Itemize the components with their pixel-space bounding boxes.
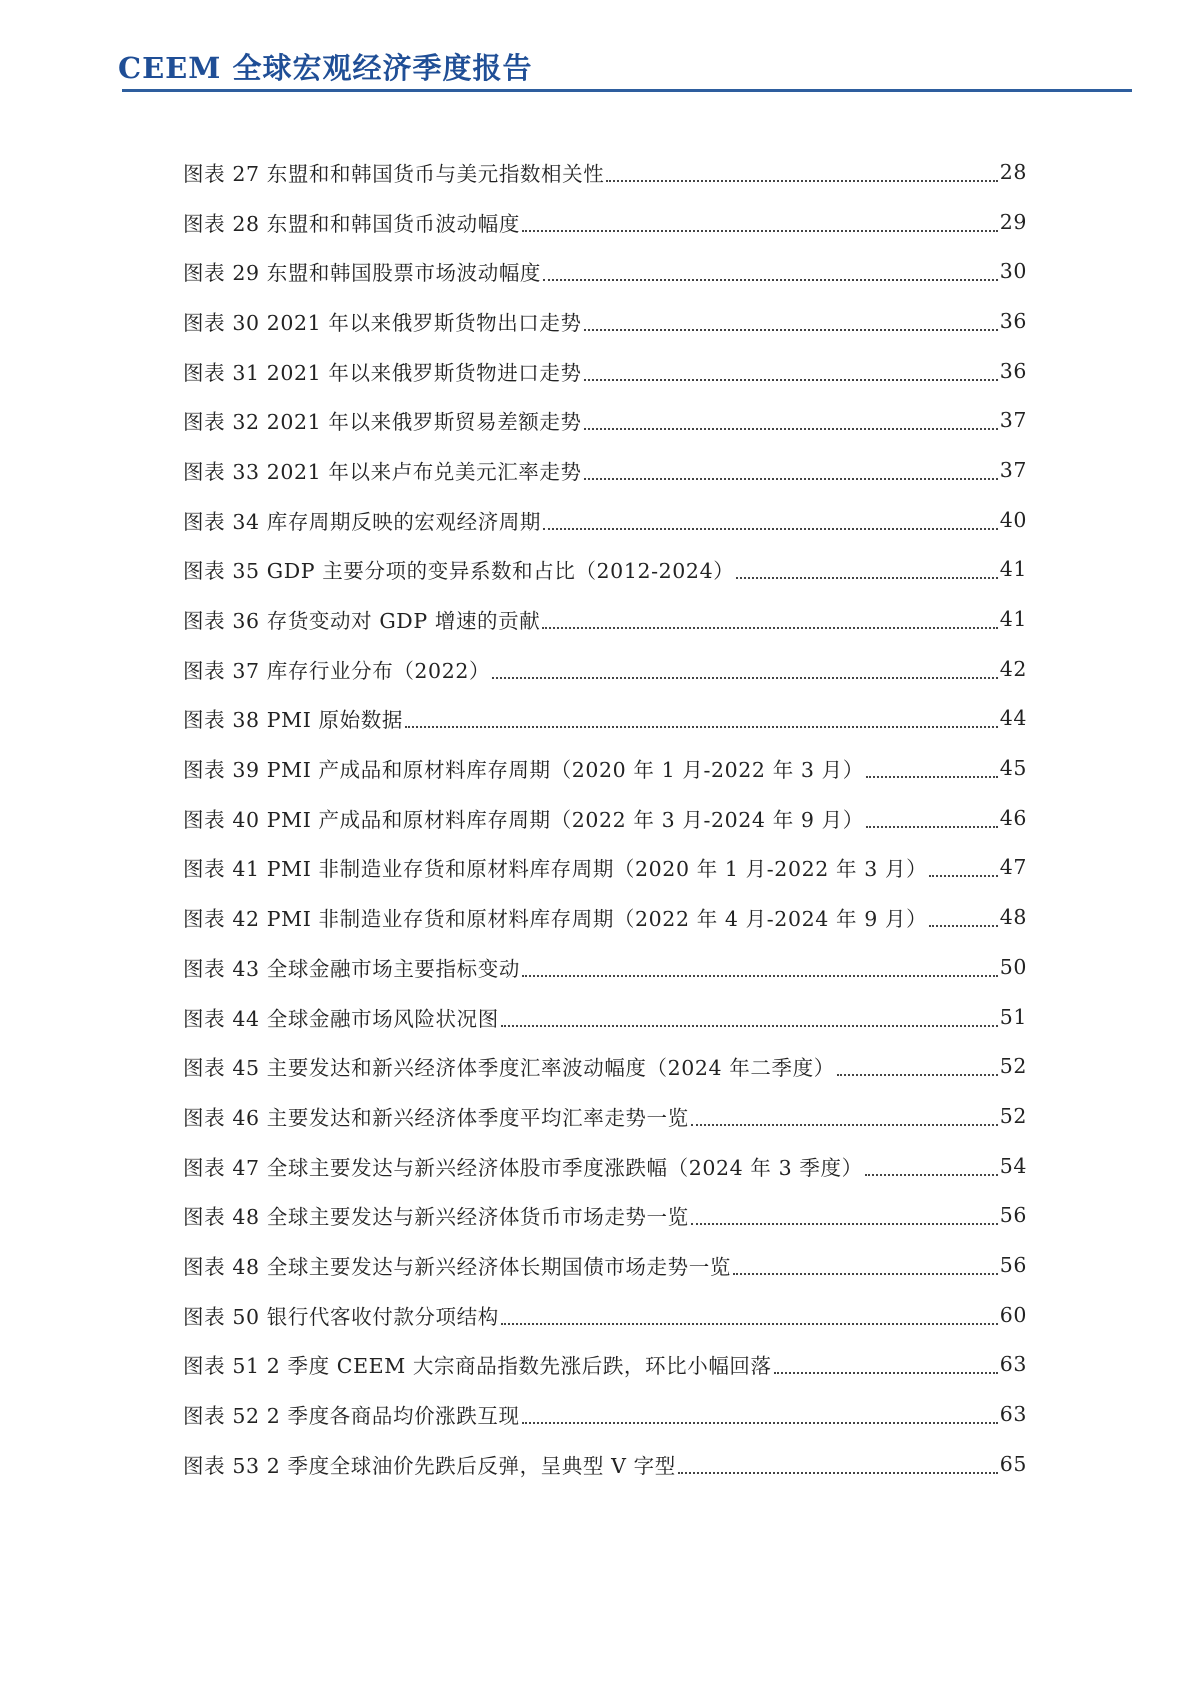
toc-entry[interactable] xyxy=(183,296,1027,346)
toc-entry[interactable] xyxy=(183,843,1027,893)
toc-dot-leader xyxy=(542,627,997,629)
toc-entry-label: 图表 53 2 季度全球油价先跌后反弹，呈典型 V 字型 xyxy=(183,1453,676,1478)
toc-entry-page: 37 xyxy=(999,408,1027,433)
toc-entry-label: 图表 48 全球主要发达与新兴经济体货币市场走势一览 xyxy=(183,1205,689,1230)
toc-entry[interactable] xyxy=(183,1041,1027,1091)
toc-entry[interactable] xyxy=(183,1190,1027,1240)
toc-dot-leader xyxy=(492,677,998,679)
toc-dot-leader xyxy=(774,1372,998,1374)
toc-entry-label: 图表 31 2021 年以来俄罗斯货物进口走势 xyxy=(183,360,582,385)
toc-entry-page: 52 xyxy=(999,1103,1027,1128)
toc-dot-leader xyxy=(543,528,998,530)
toc-entry[interactable] xyxy=(183,147,1027,197)
toc-entry-page: 51 xyxy=(999,1004,1027,1029)
toc-entry[interactable] xyxy=(183,942,1027,992)
toc-entry-label: 图表 44 全球金融市场风险状况图 xyxy=(183,1006,499,1031)
toc-entry[interactable] xyxy=(183,346,1027,396)
toc-dot-leader xyxy=(691,1223,998,1225)
toc-entry-label: 图表 38 PMI 原始数据 xyxy=(183,708,403,733)
toc-entry-label: 图表 40 PMI 产成品和原材料库存周期（2022 年 3 月-2024 年 9 月） xyxy=(183,807,864,832)
toc-dot-leader xyxy=(543,279,998,281)
toc-entry[interactable] xyxy=(183,246,1027,296)
toc-entry-page: 46 xyxy=(999,805,1027,830)
toc-entry-page: 36 xyxy=(999,308,1027,333)
toc-entry-page: 42 xyxy=(999,656,1027,681)
toc-entry-label: 图表 43 全球金融市场主要指标变动 xyxy=(183,956,520,981)
toc-entry-page: 54 xyxy=(999,1153,1027,1178)
toc-dot-leader xyxy=(865,1174,998,1176)
toc-dot-leader xyxy=(522,975,998,977)
toc-entry-label: 图表 51 2 季度 CEEM 大宗商品指数先涨后跌，环比小幅回落 xyxy=(183,1354,772,1379)
toc-entry-label: 图表 50 银行代客收付款分项结构 xyxy=(183,1304,499,1329)
toc-entry-label: 图表 28 东盟和和韩国货币波动幅度 xyxy=(183,211,520,236)
toc-entry-label: 图表 37 库存行业分布（2022） xyxy=(183,658,491,683)
toc-entry[interactable] xyxy=(183,743,1027,793)
toc-entry[interactable] xyxy=(183,1141,1027,1191)
toc-entry-page: 52 xyxy=(999,1054,1027,1079)
toc-entry[interactable] xyxy=(183,892,1027,942)
toc-dot-leader xyxy=(501,1323,998,1325)
toc-entry-page: 50 xyxy=(999,954,1027,979)
toc-entry-label: 图表 30 2021 年以来俄罗斯货物出口走势 xyxy=(183,310,582,335)
toc-entry[interactable] xyxy=(183,1439,1027,1489)
toc-dot-leader xyxy=(866,776,998,778)
toc-entry-label: 图表 33 2021 年以来卢布兑美元汇率走势 xyxy=(183,459,582,484)
toc-dot-leader xyxy=(584,379,998,381)
toc-dot-leader xyxy=(522,1422,998,1424)
figure-index-list xyxy=(183,147,1027,1489)
header-divider xyxy=(122,89,1132,92)
toc-dot-leader xyxy=(691,1124,998,1126)
toc-entry[interactable] xyxy=(183,992,1027,1042)
toc-entry-label: 图表 29 东盟和韩国股票市场波动幅度 xyxy=(183,261,542,286)
toc-dot-leader xyxy=(584,428,998,430)
toc-dot-leader xyxy=(929,925,998,927)
toc-dot-leader xyxy=(606,180,997,182)
toc-entry-label: 图表 46 主要发达和新兴经济体季度平均汇率走势一览 xyxy=(183,1105,689,1130)
toc-entry-page: 45 xyxy=(999,756,1027,781)
toc-entry-page: 65 xyxy=(999,1451,1027,1476)
toc-entry-label: 图表 48 全球主要发达与新兴经济体长期国债市场走势一览 xyxy=(183,1254,731,1279)
toc-dot-leader xyxy=(405,726,998,728)
toc-dot-leader xyxy=(584,478,998,480)
toc-entry-label: 图表 45 主要发达和新兴经济体季度汇率波动幅度（2024 年二季度） xyxy=(183,1056,835,1081)
toc-entry[interactable] xyxy=(183,793,1027,843)
toc-entry-page: 30 xyxy=(999,259,1027,284)
toc-entry[interactable] xyxy=(183,395,1027,445)
toc-entry-page: 40 xyxy=(999,507,1027,532)
toc-entry-page: 44 xyxy=(999,706,1027,731)
toc-dot-leader xyxy=(678,1472,998,1474)
toc-dot-leader xyxy=(733,1273,998,1275)
report-title: CEEM 全球宏观经济季度报告 xyxy=(118,51,533,85)
toc-entry-page: 56 xyxy=(999,1203,1027,1228)
toc-entry-label: 图表 35 GDP 主要分项的变异系数和占比（2012-2024） xyxy=(183,559,735,584)
toc-entry[interactable] xyxy=(183,1340,1027,1390)
toc-entry-label: 图表 47 全球主要发达与新兴经济体股市季度涨跌幅（2024 年 3 季度） xyxy=(183,1155,863,1180)
toc-dot-leader xyxy=(837,1074,998,1076)
toc-entry-page: 47 xyxy=(999,855,1027,880)
toc-dot-leader xyxy=(736,577,997,579)
toc-entry-label: 图表 42 PMI 非制造业存货和原材料库存周期（2022 年 4 月-2024 年 9 月） xyxy=(183,907,928,932)
toc-entry[interactable] xyxy=(183,197,1027,247)
toc-entry-label: 图表 41 PMI 非制造业存货和原材料库存周期（2020 年 1 月-2022 年 3 月） xyxy=(183,857,928,882)
toc-entry-label: 图表 34 库存周期反映的宏观经济周期 xyxy=(183,509,542,534)
toc-entry-label: 图表 27 东盟和和韩国货币与美元指数相关性 xyxy=(183,161,605,186)
toc-entry-page: 48 xyxy=(999,905,1027,930)
toc-entry[interactable] xyxy=(183,1091,1027,1141)
toc-entry-page: 28 xyxy=(999,159,1027,184)
toc-entry-page: 41 xyxy=(999,557,1027,582)
toc-entry[interactable] xyxy=(183,594,1027,644)
toc-entry-page: 37 xyxy=(999,457,1027,482)
toc-entry-label: 图表 32 2021 年以来俄罗斯贸易差额走势 xyxy=(183,410,582,435)
toc-entry[interactable] xyxy=(183,1240,1027,1290)
toc-entry[interactable] xyxy=(183,445,1027,495)
toc-dot-leader xyxy=(522,230,998,232)
toc-dot-leader xyxy=(584,329,998,331)
toc-entry-page: 29 xyxy=(999,209,1027,234)
toc-entry[interactable] xyxy=(183,545,1027,595)
toc-entry[interactable] xyxy=(183,1389,1027,1439)
report-header xyxy=(118,48,1132,94)
toc-entry[interactable] xyxy=(183,694,1027,744)
toc-entry-label: 图表 39 PMI 产成品和原材料库存周期（2020 年 1 月-2022 年 3 月） xyxy=(183,758,864,783)
toc-entry-page: 63 xyxy=(999,1352,1027,1377)
toc-entry-page: 56 xyxy=(999,1252,1027,1277)
toc-entry-label: 图表 36 存货变动对 GDP 增速的贡献 xyxy=(183,609,541,634)
toc-entry-page: 60 xyxy=(999,1302,1027,1327)
toc-entry-page: 63 xyxy=(999,1402,1027,1427)
toc-dot-leader xyxy=(929,875,998,877)
toc-entry-label: 图表 52 2 季度各商品均价涨跌互现 xyxy=(183,1404,520,1429)
toc-entry-page: 36 xyxy=(999,358,1027,383)
toc-dot-leader xyxy=(866,826,998,828)
toc-entry-page: 41 xyxy=(999,607,1027,632)
toc-entry[interactable] xyxy=(183,495,1027,545)
toc-dot-leader xyxy=(501,1025,998,1027)
toc-entry[interactable] xyxy=(183,1290,1027,1340)
toc-entry[interactable] xyxy=(183,644,1027,694)
